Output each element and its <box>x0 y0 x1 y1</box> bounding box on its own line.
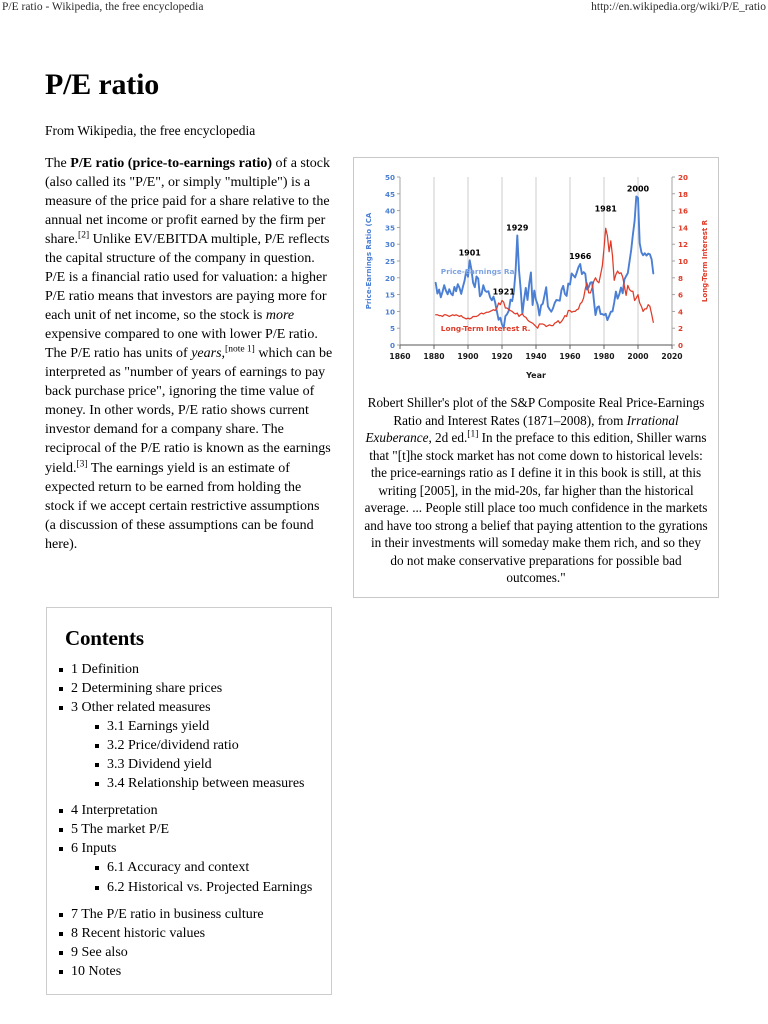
contents-item-label: 6 Inputs <box>71 841 117 857</box>
svg-text:2000: 2000 <box>626 184 650 194</box>
contents-item[interactable] <box>93 718 321 736</box>
lead-text-b: of a stock (also called its "P/E", or simply "multiple") is a measure of the price paid for a share relative to the annual net income or profit earned by the firm per share. <box>45 156 330 248</box>
svg-text:12: 12 <box>678 240 689 250</box>
svg-text:25: 25 <box>384 257 395 266</box>
svg-text:1981: 1981 <box>594 204 617 214</box>
caption-book-title: Irrational Exuberance <box>365 412 679 446</box>
contents-heading: Contents <box>65 626 144 650</box>
lead-text-f: The earnings yield is an estimate of expected return to be earned from holding the stock if we accept certain restrictive assumptions (a discussion of these assumptions can be found here). <box>45 460 320 552</box>
contents-item-label: 6.1 Accuracy and context <box>107 860 250 876</box>
svg-text:5: 5 <box>389 324 395 334</box>
contents-item[interactable] <box>57 699 321 717</box>
print-header <box>0 0 768 22</box>
svg-text:18: 18 <box>678 189 689 199</box>
svg-text:1901: 1901 <box>458 248 481 258</box>
svg-text:20: 20 <box>384 273 395 283</box>
svg-text:0: 0 <box>678 341 684 350</box>
svg-text:1920: 1920 <box>491 352 513 361</box>
lead-text-d: expensive compared to one with lower P/E ratio. The P/E ratio has units of <box>45 327 318 362</box>
svg-text:8: 8 <box>678 273 684 283</box>
contents-item-label: 4 Interpretation <box>71 803 158 819</box>
contents-item-label: 3.1 Earnings yield <box>107 719 210 735</box>
caption-text-b: , 2d ed. <box>428 430 468 446</box>
contents-item[interactable] <box>93 859 321 877</box>
svg-text:Long-Term Interest R.: Long-Term Interest R. <box>440 324 531 334</box>
contents-item-label: 3.4 Relationship between measures <box>107 776 305 792</box>
print-header-url: http://en.wikipedia.org/wiki/P/E_ratio <box>591 1 766 13</box>
svg-text:50: 50 <box>384 173 395 182</box>
contents-item-label: 1 Definition <box>71 662 140 677</box>
svg-text:1940: 1940 <box>525 352 547 361</box>
svg-text:1980: 1980 <box>593 352 615 361</box>
contents-item[interactable] <box>93 756 321 774</box>
contents-item[interactable] <box>93 879 321 897</box>
contents-item[interactable] <box>57 680 321 698</box>
contents-item-label: 3.2 Price/dividend ratio <box>107 738 239 754</box>
lead-text-c: Unlike EV/EBITDA multiple, P/E reflects the capital structure of the company in question. P/E is a financial ratio used for valuation: a higher P/E ratio means that investors are paying more for each unit of net income, so the stock is <box>45 232 330 324</box>
svg-text:Long-Term Interest R: Long-Term Interest R <box>701 219 709 303</box>
contents-item[interactable] <box>57 821 321 839</box>
chart-caption <box>354 388 718 597</box>
svg-text:10: 10 <box>678 257 689 266</box>
chart-infobox <box>353 157 719 598</box>
svg-text:14: 14 <box>678 223 689 233</box>
lead-paragraph <box>45 154 333 554</box>
contents-box <box>46 607 332 995</box>
svg-text:10: 10 <box>384 307 395 317</box>
contents-item[interactable] <box>57 944 321 962</box>
contents-item-label: 2 Determining share prices <box>71 681 223 697</box>
svg-text:1960: 1960 <box>559 352 581 361</box>
shiller-cape-chart-svg <box>360 165 714 381</box>
contents-item-label: 8 Recent historic values <box>71 925 206 941</box>
svg-text:1860: 1860 <box>389 352 411 361</box>
svg-text:1880: 1880 <box>423 352 445 361</box>
reference-link-2[interactable]: [2] <box>78 230 90 241</box>
contents-item[interactable] <box>93 737 321 755</box>
contents-item-label: 7 The P/E ratio in business culture <box>71 906 264 922</box>
contents-item[interactable] <box>57 906 321 924</box>
reference-link-note1[interactable]: [note 1] <box>225 344 255 355</box>
svg-text:35: 35 <box>384 223 395 233</box>
caption-text-c: In the preface to this edition, Shiller warns that "[t]he stock market has not come down to historical levels: the price-earnings ratio as I define it in this book is still, at this writing [2005], in the mid-20s, far higher than the historical average. ... People still place too much confidence in the markets and have too strong a belief that paying attention to the gyrations in their investments will someday make them rich, and so they do not make conservative preparations for possible bad outcomes." <box>364 430 708 586</box>
contents-item[interactable] <box>57 661 321 679</box>
contents-item[interactable] <box>57 802 321 820</box>
contents-item-label: 5 The market P/E <box>71 822 170 838</box>
lead-bold-term: P/E ratio (price-to-earnings ratio) <box>70 156 273 171</box>
svg-text:1966: 1966 <box>569 252 592 262</box>
contents-item[interactable] <box>93 775 321 793</box>
svg-text:15: 15 <box>384 290 395 300</box>
svg-text:6: 6 <box>678 290 684 300</box>
svg-text:0: 0 <box>389 341 395 350</box>
contents-item-label: 6.2 Historical vs. Projected Earnings <box>107 879 313 895</box>
svg-text:4: 4 <box>678 307 684 317</box>
reference-link-1[interactable]: [1] <box>467 429 479 440</box>
svg-text:16: 16 <box>678 206 689 216</box>
svg-text:2000: 2000 <box>627 352 649 361</box>
contents-item-label: 10 Notes <box>71 963 122 979</box>
svg-text:1900: 1900 <box>457 352 479 361</box>
shiller-chart <box>354 158 718 388</box>
contents-item-label: 9 See also <box>71 944 128 960</box>
contents-item-label: 3 Other related measures <box>71 700 211 716</box>
svg-text:1929: 1929 <box>506 223 529 233</box>
contents-item-label: 3.3 Dividend yield <box>107 757 212 773</box>
print-header-title: P/E ratio - Wikipedia, the free encyclopedia <box>2 1 204 13</box>
svg-text:30: 30 <box>384 240 395 250</box>
svg-text:20: 20 <box>678 173 689 182</box>
lead-italic-years: years, <box>191 346 226 362</box>
svg-text:2: 2 <box>678 324 684 334</box>
svg-text:Price-Earnings Ratio (CA: Price-Earnings Ratio (CA <box>365 212 373 310</box>
svg-text:Price-Earnings Ra: Price-Earnings Ra <box>440 266 515 276</box>
svg-text:2020: 2020 <box>661 352 683 361</box>
contents-item[interactable] <box>57 925 321 943</box>
reference-link-3[interactable]: [3] <box>76 458 88 469</box>
contents-item[interactable] <box>57 963 321 981</box>
lead-text-e: which can be interpreted as "number of years of earnings to pay back purchase price", ignoring the time value of money. In other words, P/E ratio shows current investor demand for a company share. The reciprocal of the P/E ratio is known as the earnings yield. <box>45 346 333 476</box>
svg-text:1921: 1921 <box>492 287 515 297</box>
page-title: P/E ratio <box>45 68 160 101</box>
lead-italic-more: more <box>265 308 295 324</box>
caption-text-a: Robert Shiller's plot of the S&P Composite Real Price-Earnings Ratio and Interest Rates (1871–2008), from <box>367 395 705 428</box>
contents-list <box>57 661 321 981</box>
svg-text:45: 45 <box>384 189 395 199</box>
svg-text:Year: Year <box>526 371 546 380</box>
lead-text-a: The <box>45 156 71 171</box>
svg-text:40: 40 <box>384 206 395 216</box>
contents-item[interactable] <box>57 840 321 858</box>
from-wikipedia-line: From Wikipedia, the free encyclopedia <box>45 123 256 138</box>
